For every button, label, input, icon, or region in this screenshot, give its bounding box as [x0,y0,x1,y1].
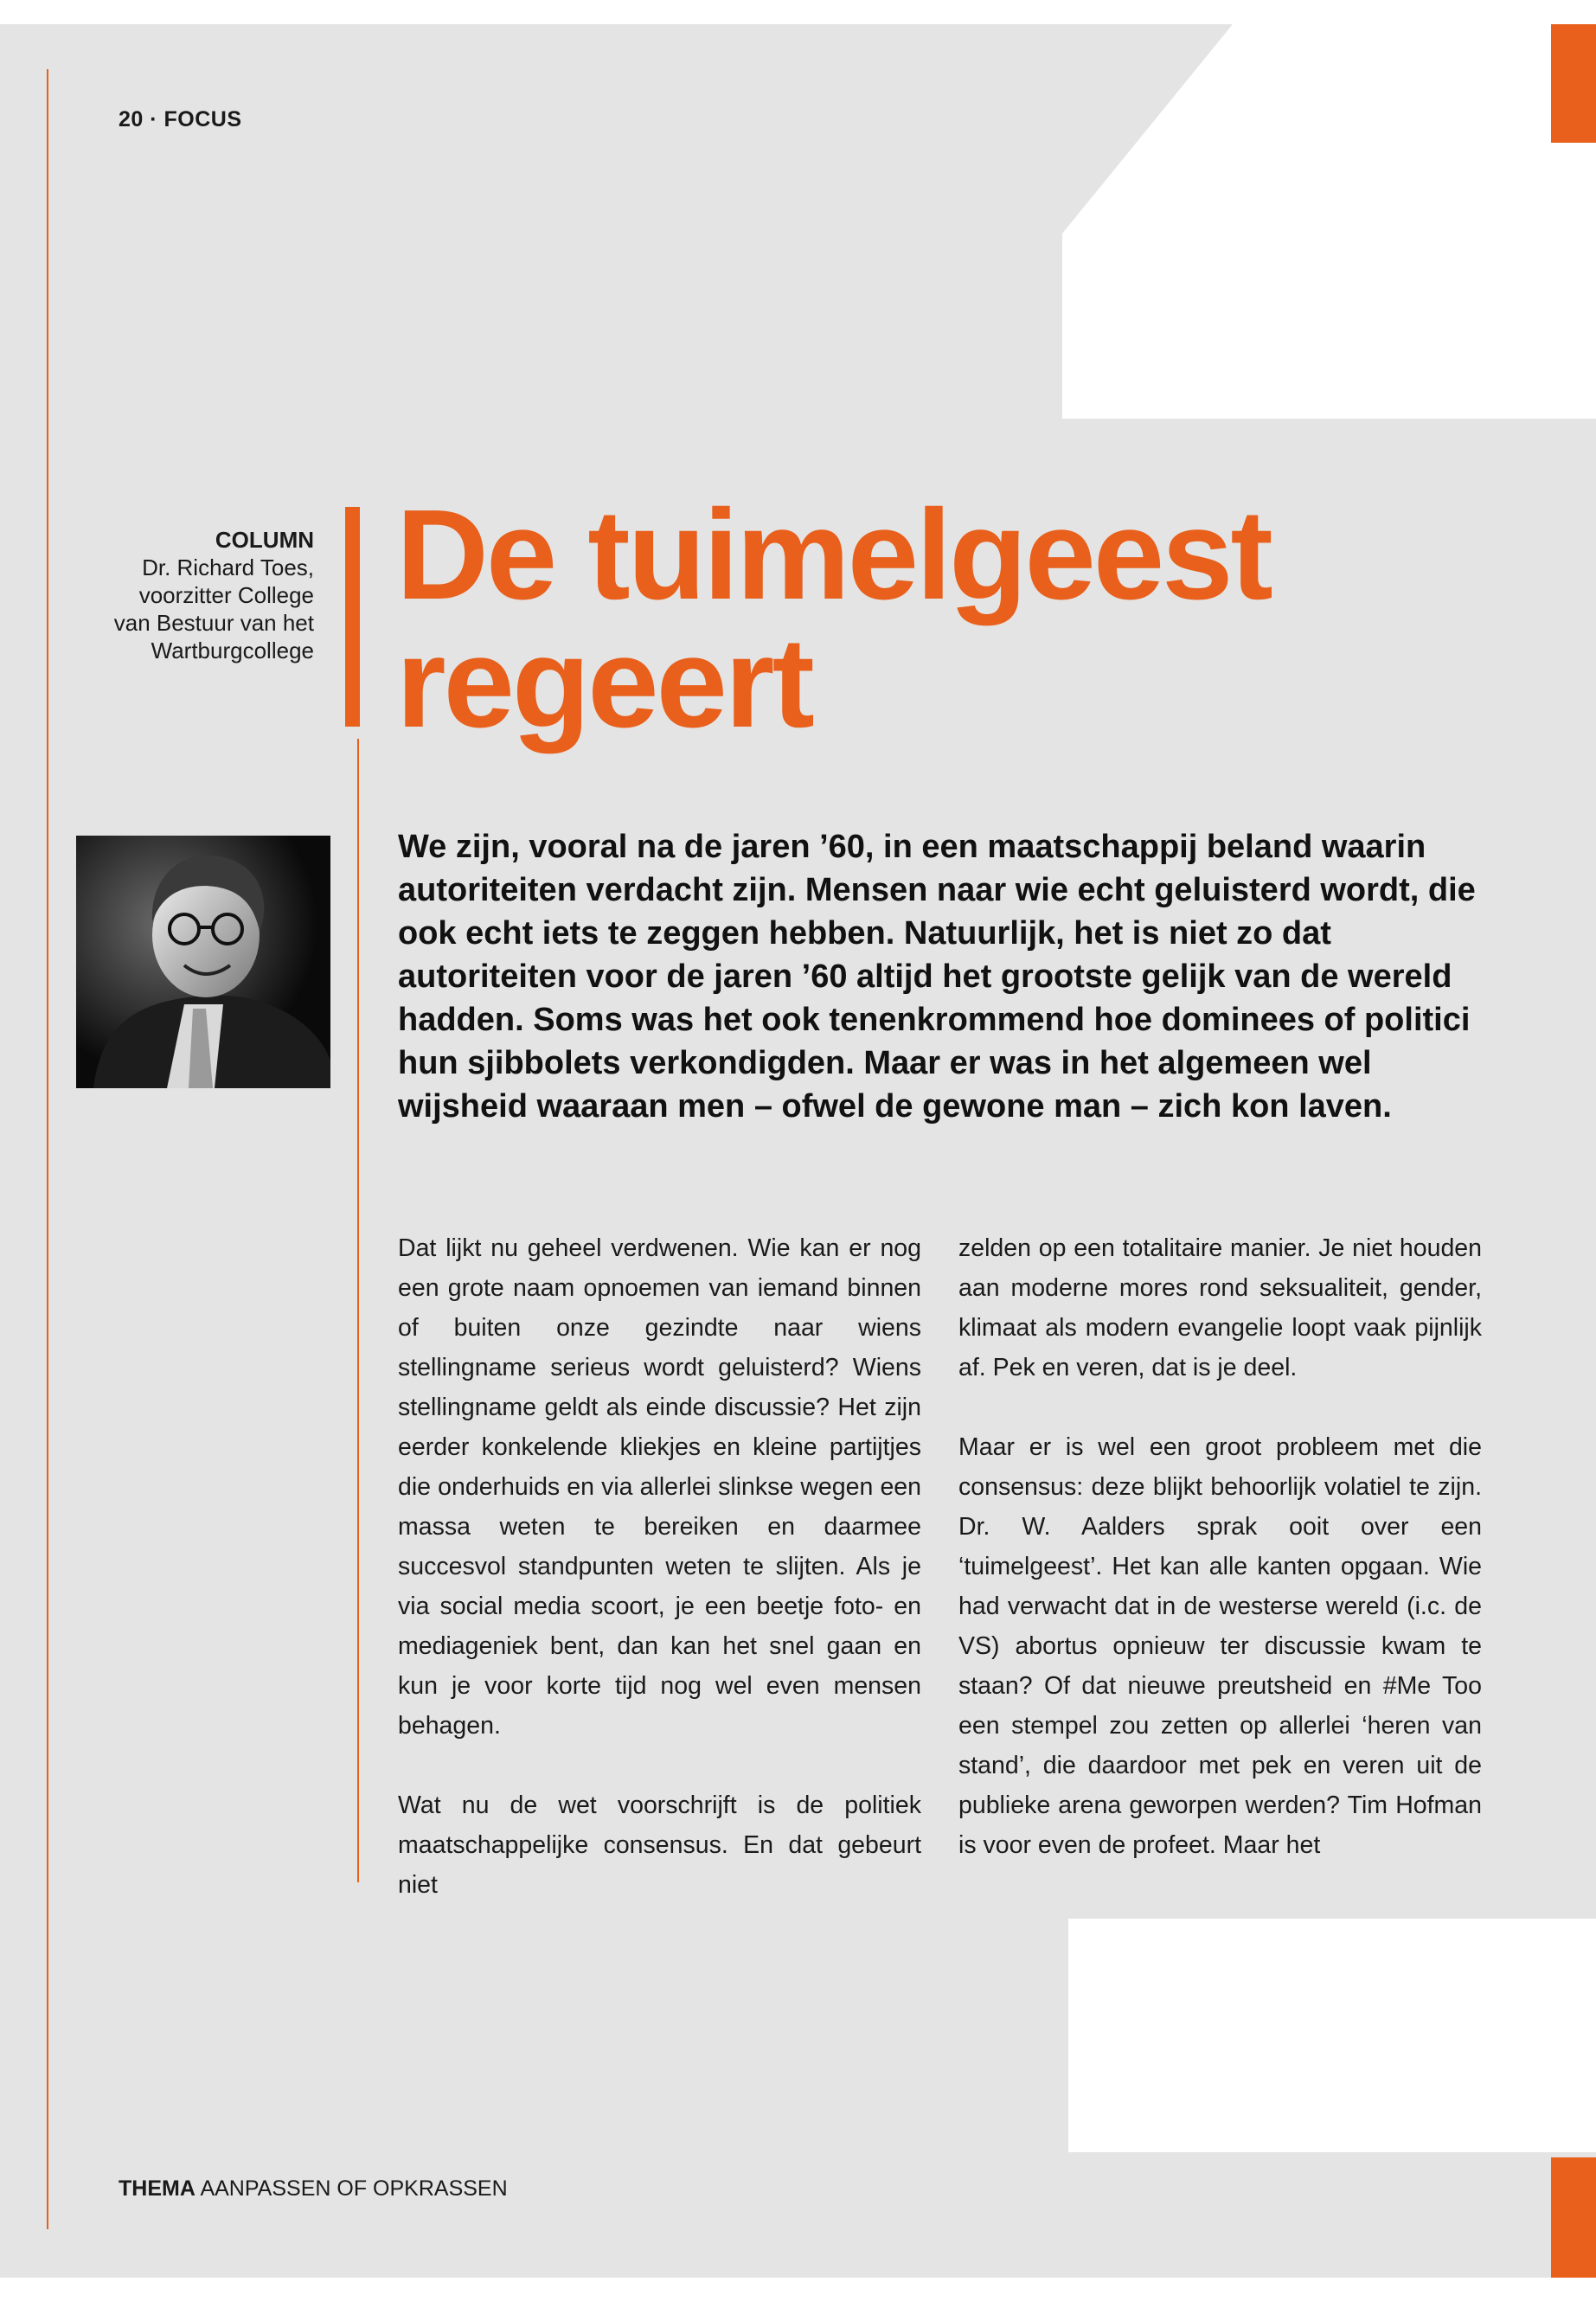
body-column-1 [398,1228,921,1945]
white-decorative-block [1068,1919,1596,2152]
author-line-2: voorzitter College [138,582,314,608]
author-line-3: van Bestuur van het [113,610,314,636]
author-line-4: Wartburgcollege [151,638,314,663]
magazine-page [0,24,1596,2278]
lead-paragraph: We zijn, vooral na de jaren ’60, in een maatschappij beland waarin autoriteiten verdacht zijn. Mensen naar wie echt geluisterd wordt, die ook echt iets te zeggen hebben. Natuurlijk, het is niet zo dat autoriteiten voor de jaren ’60 altijd het grootste gelijk van de wereld hadden. Soms was het ook tenenkrommend hoe dominees of politici hun sjibbolets verkondigden. Maar er was in het algemeen wel wijsheid waaraan men – ofwel de gewone man – zich kon laven. [398,829,1476,1125]
body-paragraph: Maar er is wel een groot probleem met die consensus: deze blijkt behoorlijk volatiel te zijn. Dr. W. Aalders sprak ooit over een ‘tuimelgeest’. Het kan alle kanten opgaan. Wie had verwacht dat in de westerse wereld (i.c. de VS) abortus opnieuw ter discussie kwam te staan? Of dat nieuwe preutsheid en #Me Too een stempel zou zetten op allerlei ‘heren van stand’, die daardoor met pek en veren uit de publieke arena geworpen werden? Tim Hofman is voor even de profeet. Maar het [958,1433,1482,1859]
title-line-1: De tuimelgeest [396,484,1271,626]
column-rule [357,739,359,1882]
orange-corner-tab-top [1551,24,1596,143]
portrait-photo-icon [76,836,330,1088]
page-folio: 20 · FOCUS [119,107,242,131]
body-paragraph: zelden op een totalitaire manier. Je niet houden aan moderne mores rond seksualiteit, gender, klimaat als modern evangelie loopt vaak pijnlijk af. Pek en veren, dat is je deel. [958,1234,1482,1381]
title-line-2: regeert [396,612,812,754]
article-title [396,484,1271,754]
author-line-1: Dr. Richard Toes, [142,554,314,580]
page-footer [119,2176,508,2202]
column-label: COLUMN [215,527,314,553]
footer-theme-label: THEMA [119,2176,195,2201]
body-paragraph: Wat nu de wet voorschrijft is de politiek maatschappelijke consensus. En dat gebeurt niet [398,1791,921,1899]
author-photo [76,836,330,1088]
body-column-2 [958,1228,1482,1905]
orange-corner-tab-bottom [1551,2157,1596,2278]
footer-theme-title: AANPASSEN OF OPKRASSEN [195,2176,508,2201]
margin-rule [47,69,48,2229]
body-paragraph: Dat lijkt nu geheel verdwenen. Wie kan er nog een grote naam opnoemen van iemand binnen of buiten onze gezindte naar wiens stellingname serieus wordt geluisterd? Wiens stellingname geldt als einde discussie? Het zijn eerder konkelende kliekjes en kleine partijtjes die onderhuids en via allerlei slinkse wegen een massa weten te bereiken en daarmee succesvol standpunten weten te slijten. Als je via social media scoort, je een beetje foto- en mediageniek bent, dan kan het snel gaan en kun je voor korte tijd nog wel even mensen behagen. [398,1234,921,1740]
column-byline [37,526,314,664]
title-accent-bar [345,507,360,727]
